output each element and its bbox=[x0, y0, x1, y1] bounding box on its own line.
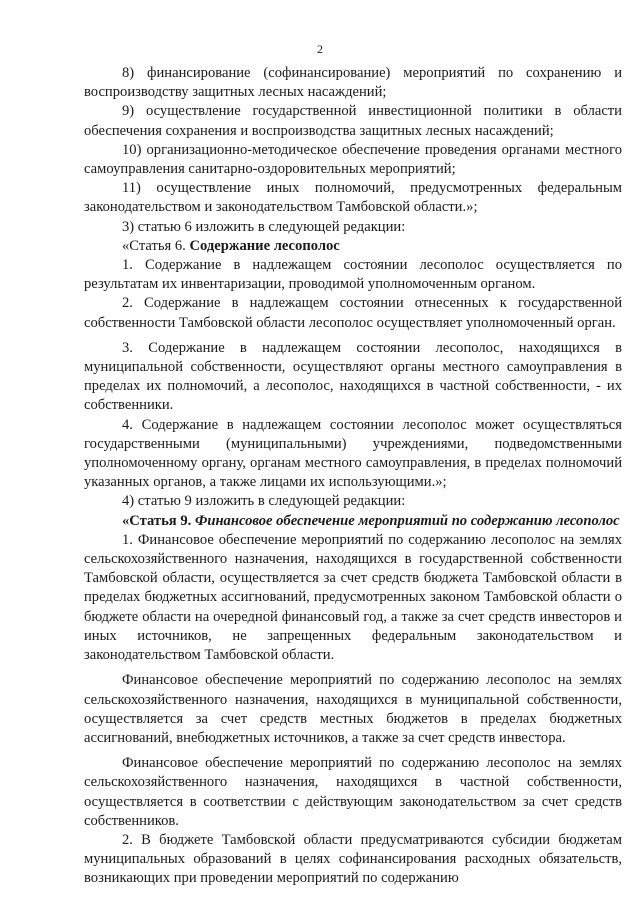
article-9-paragraph-1: 1. Финансовое обеспечение мероприятий по содержанию лесополос на землях сельскохозяйственного назначения, находящихся в государственной собственности Тамбовской области, осуществляется за счет средств бюджета Тамбовской области в пределах бюджетных ассигнований, предусмотренных законом Тамбовской области о бюджете области на очередной финансовый год, а также за счет средств инвесторов и иных источников, не запрещенных федеральным законодательством и законодательством Тамбовской области. bbox=[84, 531, 622, 664]
article-6-paragraph-2: 2. Содержание в надлежащем состоянии отнесенных к государственной собственности Тамбовской области лесополос осуществляет уполномоченный орган. bbox=[84, 295, 622, 331]
article-6-paragraph-4: 4. Содержание в надлежащем состоянии лесополос может осуществляться государственными (муниципальными) учреждениями, подведомственными уполномоченному органу, органам местного самоуправления, в пределах полномочий указанных органов, а также лицами их использующими.»; bbox=[84, 416, 622, 491]
article-6-paragraph-3: 3. Содержание в надлежащем состоянии лесополос, находящихся в муниципальной собственности, осуществляют органы местного самоуправления в пределах их полномочий, а лесополос, находящихся в частной собственности, - их собственники. bbox=[84, 339, 622, 414]
article-9-paragraph-2: Финансовое обеспечение мероприятий по содержанию лесополос на землях сельскохозяйственного назначения, находящихся в муниципальной собственности, осуществляется за счет средств местных бюджетов в пределах бюджетных ассигнований, внебюджетных источников, а также за счет средств инвестора. bbox=[84, 672, 622, 746]
article-6-heading bbox=[84, 237, 622, 256]
article-9-paragraph-3: Финансовое обеспечение мероприятий по содержанию лесополос на землях сельскохозяйственного назначения, находящихся в частной собственности, осуществляется в соответствии с действующим законодательством за счет средств собственников. bbox=[84, 755, 622, 829]
list-item-10: 10) организационно-методическое обеспечение проведения органами местного самоуправления санитарно-оздоровительных мероприятий; bbox=[84, 141, 622, 178]
article-6-title: Содержание лесополос bbox=[189, 237, 340, 254]
amendment-item-4: 4) статью 9 изложить в следующей редакции: bbox=[122, 493, 406, 510]
article-9-paragraph-4: 2. В бюджете Тамбовской области предусматриваются субсидии бюджетам муниципальных образований в целях софинансирования расходных обязательств, возникающих при проведении мероприятий по содержанию bbox=[84, 831, 622, 887]
amendment-item-3: 3) статью 6 изложить в следующей редакции: bbox=[122, 218, 406, 235]
article-9-prefix: «Статья 9. bbox=[122, 512, 195, 529]
article-6-prefix: «Статья 6. bbox=[122, 237, 190, 254]
article-9-title: Финансовое обеспечение мероприятий по содержанию лесополос bbox=[194, 512, 620, 529]
list-item-8: 8) финансирование (софинансирование) мероприятий по сохранению и воспроизводству защитных лесных насаждений; bbox=[84, 65, 622, 101]
list-item-11: 11) осуществление иных полномочий, предусмотренных федеральным законодательством и законодательством Тамбовской области.»; bbox=[84, 180, 622, 216]
article-6-paragraph-1: 1. Содержание в надлежащем состоянии лесополос осуществляется по результатам их инвентаризации, проводимой уполномоченным органом. bbox=[84, 257, 622, 293]
article-9-heading bbox=[84, 512, 622, 531]
page-number: 2 bbox=[317, 42, 323, 56]
document-body bbox=[84, 64, 622, 889]
list-item-9: 9) осуществление государственной инвестиционной политики в области обеспечения сохранения и воспроизводства защитных лесных насаждений; bbox=[84, 103, 622, 139]
